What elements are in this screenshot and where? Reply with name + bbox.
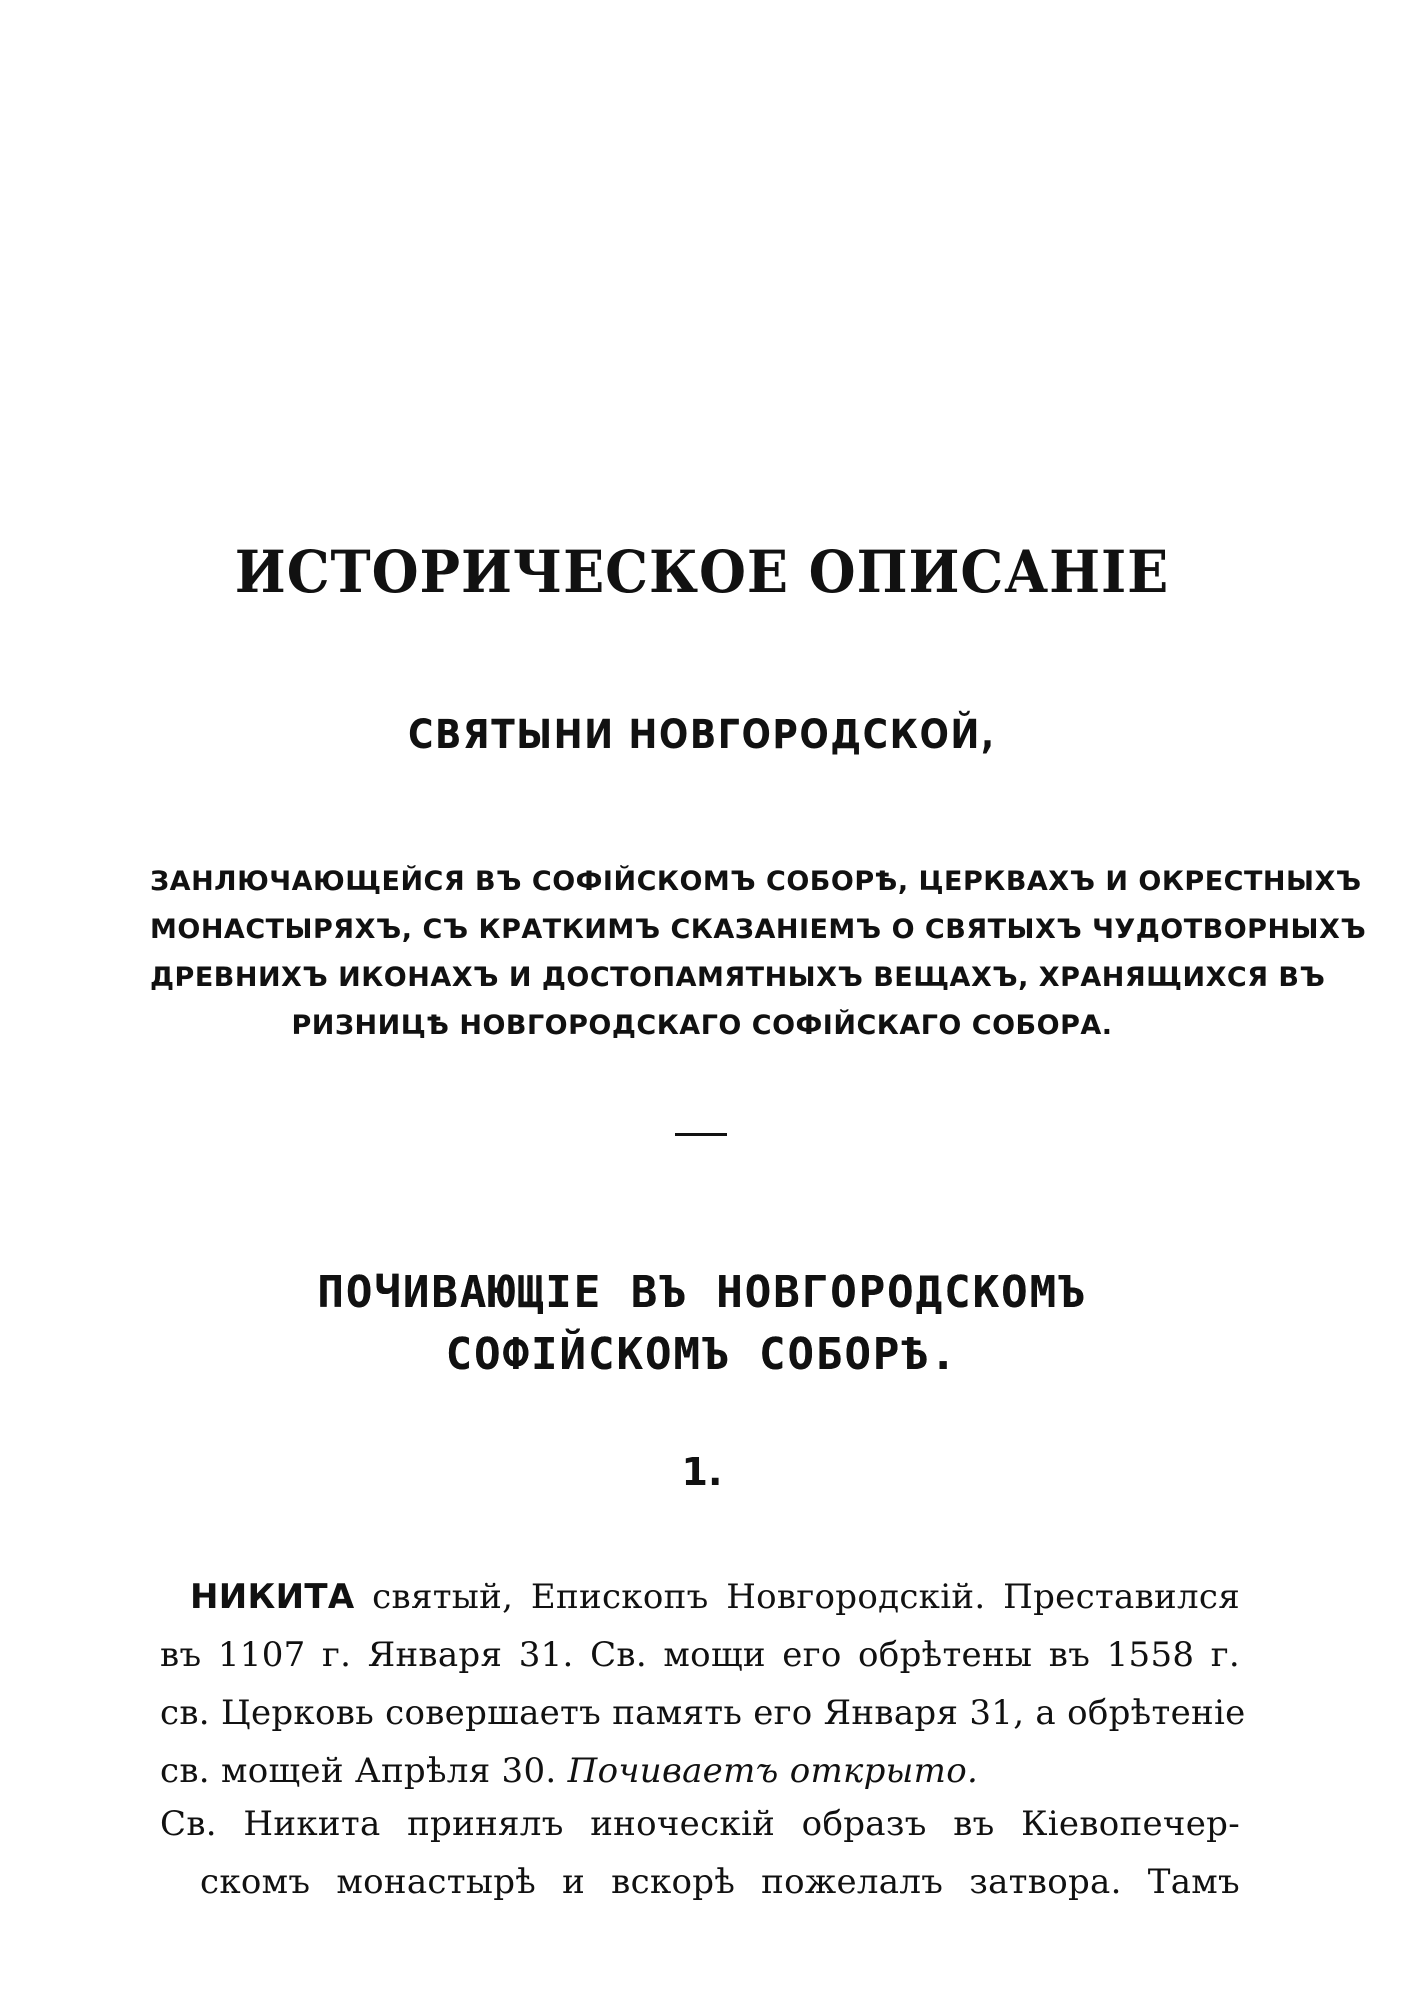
description-line: РИЗНИЦѢ НОВГОРОДСКАГО СОФІЙСКАГО СОБОРА. (291, 1010, 1113, 1041)
paragraph-line: Св. Никита принялъ иноческій образъ въ Кіевопечер- (160, 1804, 1240, 1844)
entry-number: 1. (681, 1450, 723, 1494)
document-description (150, 858, 1367, 1050)
section-heading-line: ПОЧИВАЮЩІЕ ВЪ НОВГОРОДСКОМЪ (317, 1267, 1087, 1318)
description-line: ДРЕВНИХЪ ИКОНАХЪ И ДОСТОПАМЯТНЫХЪ ВЕЩАХЪ, ХРАНЯЩИХСЯ ВЪ (150, 962, 1326, 993)
paragraph-line (160, 1568, 1240, 1626)
paragraph-1 (160, 1568, 1246, 1800)
paragraph-line: св. Церковь совершаетъ память его Января 31, а обрѣтеніе (160, 1693, 1246, 1733)
paragraph-text: св. мощей Апрѣля 30. (160, 1751, 568, 1791)
description-line: МОНАСТЫРЯХЪ, СЪ КРАТКИМЪ СКАЗАНІЕМЪ О СВЯТЫХЪ ЧУДОТВОРНЫХЪ (150, 914, 1367, 945)
paragraph-line: въ 1107 г. Января 31. Св. мощи его обрѣтены въ 1558 г. (160, 1635, 1240, 1675)
document-title: ИСТОРИЧЕСКОЕ ОПИСАНІЕ (234, 538, 1170, 606)
paragraph-2 (160, 1795, 1240, 1911)
section-heading (0, 1262, 1404, 1386)
paragraph-line (160, 1742, 1240, 1800)
section-heading-line: СОФІЙСКОМЪ СОБОРѢ. (445, 1329, 959, 1380)
paragraph-line: скомъ монастырѣ и вскорѣ пожелалъ затвора. Тамъ (200, 1862, 1240, 1902)
saint-name: НИКИТА (190, 1577, 355, 1617)
separator-rule (675, 1133, 727, 1136)
document-subtitle: СВЯТЫНИ НОВГОРОДСКОЙ, (408, 712, 996, 758)
description-line: ЗАНЛЮЧАЮЩЕЙСЯ ВЪ СОФІЙСКОМЪ СОБОРѢ, ЦЕРКВАХЪ И ОКРЕСТНЫХЪ (150, 866, 1362, 897)
paragraph-text: святый, Епископъ Новгородскій. Преставился (354, 1577, 1240, 1617)
italic-note: Почиваетъ открыто. (567, 1751, 979, 1791)
